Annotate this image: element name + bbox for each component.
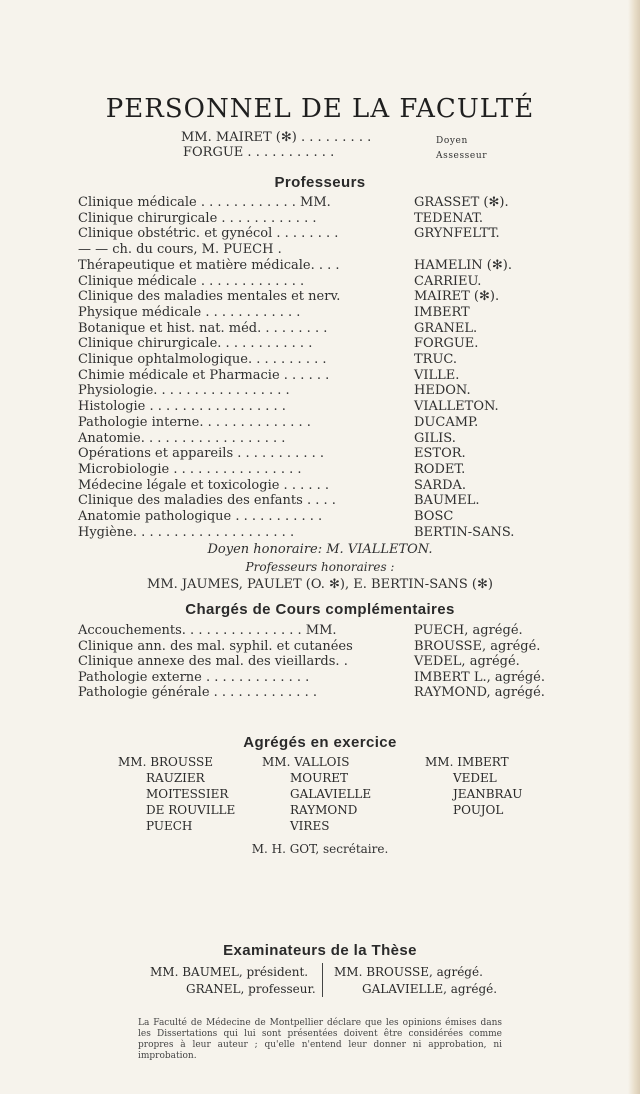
agrege-name: JEANBRAU bbox=[453, 787, 523, 801]
agreges-col-1 bbox=[118, 754, 235, 834]
professeurs-name: HEDON. bbox=[414, 383, 471, 399]
professeurs-name: GRASSET (✻). bbox=[414, 195, 509, 210]
professeurs-name: GRANEL. bbox=[414, 320, 478, 336]
professeurs-name: VILLE. bbox=[414, 367, 460, 383]
professeurs-heading: Professeurs bbox=[274, 174, 366, 191]
professeurs-name: BAUMEL. bbox=[414, 493, 480, 509]
examinateur-2: GRANEL, professeur. bbox=[186, 982, 316, 996]
agrege-name: DE ROUVILLE bbox=[146, 803, 236, 817]
professeurs-label: Clinique obstétric. et gynécol . . . . . . . . bbox=[78, 226, 339, 242]
professeurs-label: — — ch. du cours, M. PUECH . bbox=[78, 242, 282, 258]
professeurs-label: Hygiène. . . . . . . . . . . . . . . . . . . . bbox=[78, 524, 295, 540]
agrege-name: MM. BROUSSE bbox=[118, 755, 213, 769]
professeurs-label: Microbiologie . . . . . . . . . . . . . . . . bbox=[78, 461, 302, 477]
examinateur-1: MM. BAUMEL, président. bbox=[150, 965, 309, 979]
professeurs-label: Clinique des maladies des enfants . . . . bbox=[78, 493, 336, 509]
professeurs-label: Pathologie interne. . . . . . . . . . . . . . bbox=[78, 414, 311, 430]
professeurs-name: TEDENAT. bbox=[414, 210, 484, 226]
charges-label: Accouchements. . . . . . . . . . . . . . . MM. bbox=[78, 623, 337, 638]
charges-label: Pathologie externe . . . . . . . . . . . . . bbox=[78, 669, 310, 685]
page-edge-shadow bbox=[628, 0, 640, 1094]
professeurs-name: RODET. bbox=[414, 461, 466, 477]
examinateur-4: GALAVIELLE, agrégé. bbox=[362, 982, 498, 996]
examinateur-3: MM. BROUSSE, agrégé. bbox=[334, 965, 483, 979]
charges-label: Clinique ann. des mal. syphil. et cutanées bbox=[78, 638, 353, 654]
professeurs-name: GILIS. bbox=[414, 430, 456, 446]
header-assesseur-label: FORGUE . . . . . . . . . . . bbox=[183, 145, 335, 160]
header-doyen-label: MM. MAIRET (✻) . . . . . . . . . bbox=[181, 130, 372, 145]
agreges-col-3 bbox=[425, 754, 522, 818]
professeurs-label: Clinique médicale . . . . . . . . . . . . MM. bbox=[78, 195, 331, 210]
agrege-name: VEDEL bbox=[453, 771, 497, 785]
professeurs-name: MAIRET (✻). bbox=[414, 289, 500, 305]
charges-name: PUECH, agrégé. bbox=[414, 623, 523, 638]
professeurs-name: BOSC bbox=[414, 509, 454, 524]
charges-name: RAYMOND, agrégé. bbox=[414, 685, 545, 701]
professeurs-name: VIALLETON. bbox=[414, 399, 499, 415]
professeurs-name: FORGUE. bbox=[414, 336, 479, 352]
professeurs-name: ESTOR. bbox=[414, 446, 466, 462]
professeurs-label: Histologie . . . . . . . . . . . . . . . . . bbox=[78, 399, 286, 415]
professeurs-label: Chimie médicale et Pharmacie . . . . . . bbox=[78, 367, 330, 383]
professeurs-name: IMBERT bbox=[414, 304, 470, 320]
professeurs-label: Thérapeutique et matière médicale. . . . bbox=[78, 257, 340, 273]
agrege-name: MM. IMBERT bbox=[425, 755, 509, 769]
agrege-name: RAYMOND bbox=[290, 803, 358, 817]
professeurs-label: Physique médicale . . . . . . . . . . . . bbox=[78, 304, 301, 320]
professeurs-label: Anatomie. . . . . . . . . . . . . . . . . . bbox=[78, 430, 286, 446]
charges-label: Pathologie générale . . . . . . . . . . . . . bbox=[78, 685, 317, 701]
header-doyen-role: Doyen bbox=[436, 136, 468, 146]
charges-heading: Chargés de Cours complémentaires bbox=[185, 601, 455, 618]
professeurs-honoraires-label: Professeurs honoraires : bbox=[245, 560, 395, 574]
charges-name: IMBERT L., agrégé. bbox=[414, 669, 546, 685]
header-assesseur-role: Assesseur bbox=[436, 151, 488, 161]
professeurs-honoraires-names: MM. JAUMES, PAULET (O. ✻), E. BERTIN-SANS (✻) bbox=[147, 577, 493, 592]
agrege-name: GALAVIELLE bbox=[290, 787, 372, 801]
professeurs-name: BERTIN-SANS. bbox=[414, 524, 515, 540]
agrege-name: MOURET bbox=[290, 771, 349, 785]
professeurs-label: Clinique chirurgicale. . . . . . . . . . . . bbox=[78, 336, 313, 352]
page-title: PERSONNEL DE LA FACULTÉ bbox=[105, 94, 535, 124]
agrege-name: PUECH bbox=[146, 819, 193, 833]
examinateurs-right bbox=[334, 964, 497, 998]
professeurs-name: SARDA. bbox=[414, 477, 467, 493]
charges-label: Clinique annexe des mal. des vieillards. . bbox=[78, 654, 348, 670]
professeurs-label: Clinique des maladies mentales et nerv. bbox=[78, 289, 341, 305]
agrege-name: MOITESSIER bbox=[146, 787, 229, 801]
professeurs-label: Médecine légale et toxicologie . . . . . . bbox=[78, 477, 330, 493]
professeurs-name: TRUC. bbox=[414, 352, 458, 367]
agrege-name: RAUZIER bbox=[146, 771, 205, 785]
charges-name: BROUSSE, agrégé. bbox=[414, 638, 541, 654]
professeurs-name: DUCAMP. bbox=[414, 414, 479, 430]
charges-name: VEDEL, agrégé. bbox=[414, 654, 520, 670]
professeurs-label: Clinique chirurgicale . . . . . . . . . . . . bbox=[78, 210, 317, 226]
examinateurs-block bbox=[0, 964, 640, 1004]
professeurs-name: GRYNFELTT. bbox=[414, 226, 500, 242]
agreges-heading: Agrégés en exercice bbox=[243, 734, 397, 751]
professeurs-label: Clinique ophtalmologique. . . . . . . . . . bbox=[78, 352, 327, 367]
agrege-name: POUJOL bbox=[453, 803, 504, 817]
professeurs-name: HAMELIN (✻). bbox=[414, 257, 512, 273]
secretary-line: M. H. GOT, secrétaire. bbox=[251, 842, 389, 856]
agrege-name: MM. VALLOIS bbox=[262, 755, 350, 769]
agrege-name: VIRES bbox=[290, 819, 330, 833]
professeurs-label: Anatomie pathologique . . . . . . . . . . . bbox=[78, 509, 323, 524]
professeurs-label: Physiologie. . . . . . . . . . . . . . . . . bbox=[78, 383, 290, 399]
professeurs-name: CARRIEU. bbox=[414, 273, 482, 289]
professeurs-label: Clinique médicale . . . . . . . . . . . . . bbox=[78, 273, 305, 289]
faculty-disclaimer: La Faculté de Médecine de Montpellier déclare que les opinions émises dans les Dissertations qui lui sont présentées doivent être considérées comme propres à leur auteur ; qu'elle n'entend leur donner ni approbation, ni improbation. bbox=[138, 1018, 502, 1061]
professeurs-label: Opérations et appareils . . . . . . . . . . . bbox=[78, 446, 325, 462]
agreges-columns bbox=[0, 754, 640, 854]
doyen-honoraire: Doyen honoraire: M. VIALLETON. bbox=[207, 542, 433, 557]
examinateurs-left bbox=[150, 964, 316, 998]
examinateurs-heading: Examinateurs de la Thèse bbox=[223, 942, 417, 959]
agreges-col-2 bbox=[262, 754, 371, 834]
professeurs-label: Botanique et hist. nat. méd. . . . . . . . . bbox=[78, 320, 328, 336]
